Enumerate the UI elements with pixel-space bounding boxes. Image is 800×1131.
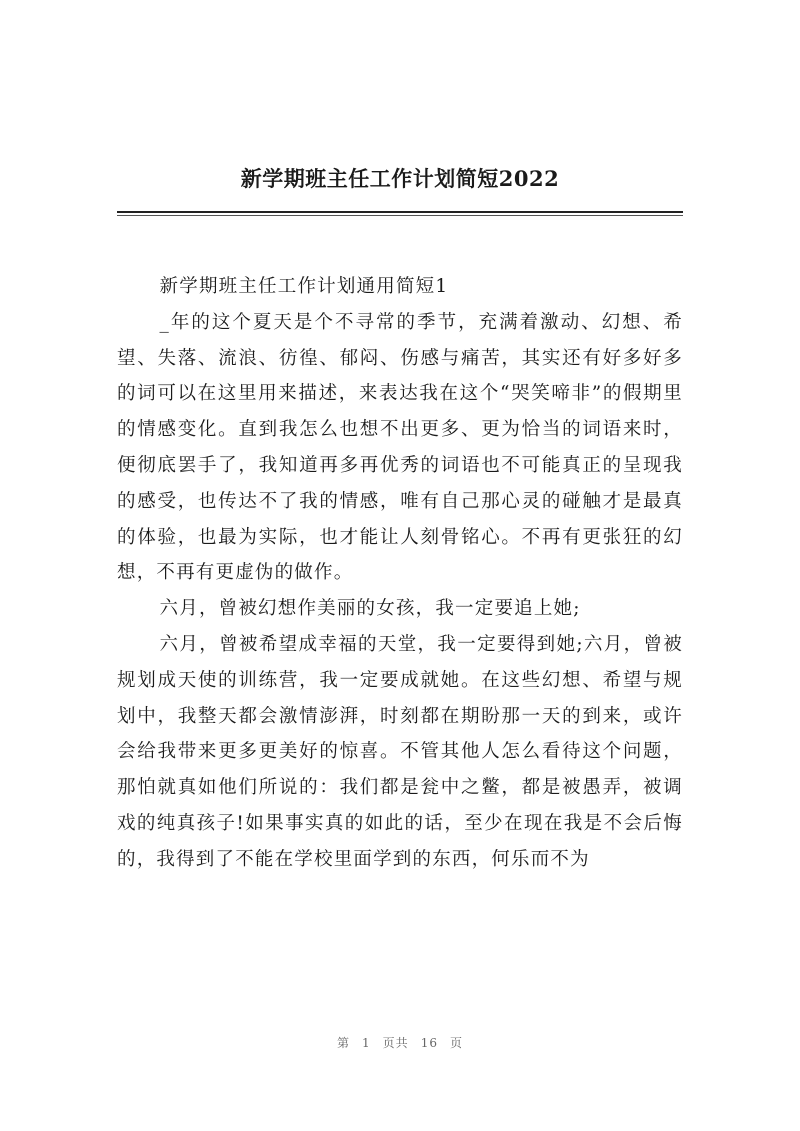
- footer-prefix: 第: [337, 1036, 351, 1050]
- body-paragraph-2: 六月，曾被幻想作美丽的女孩，我一定要追上她;: [159, 598, 581, 620]
- document-title: 新学期班主任工作计划简短2022: [240, 166, 560, 191]
- body-paragraph-1: _年的这个夏天是个不寻常的季节，充满着激动、幻想、希望、失落、流浪、彷徨、郁闷、伤感与痛苦，其实还有好多好多的词可以在这里用来描述，来表达我在这个“哭笑啼非”的假期里的情感变化。直到我怎么也想不出更多、更为恰当的词语来时，便彻底罢手了，我知道再多再优秀的词语也不可能真正的呈现我的感受，也传达不了我的情感，唯有自己那心灵的碰触才是最真的体验，也最为实际，也才能让人刻骨铭心。不再有更张狂的幻想，不再有更虚伪的做作。: [117, 311, 683, 584]
- title-divider: [117, 211, 683, 213]
- footer-middle: 页共: [382, 1036, 409, 1050]
- title-divider-thin: [117, 215, 683, 216]
- body-paragraph-3: 六月，曾被希望成幸福的天堂，我一定要得到她;六月，曾被规划成天使的训练营，我一定要成就她。在这些幻想、希望与规划中，我整天都会激情澎湃，时刻都在期盼那一天的到来，或许会给我带来更多更美好的惊喜。不管其他人怎么看待这个问题，那怕就真如他们所说的：我们都是瓮中之鳖，都是被愚弄，被调戏的纯真孩子!如果事实真的如此的话，至少在现在我是不会后悔的，我得到了不能在学校里面学到的东西，何乐而不为: [117, 633, 683, 870]
- footer-suffix: 页: [449, 1036, 463, 1050]
- document-body: [117, 269, 683, 878]
- footer-page-number: 1: [362, 1036, 371, 1050]
- footer-total-pages: 16: [420, 1036, 438, 1050]
- section-heading: 新学期班主任工作计划通用简短1: [159, 276, 449, 297]
- page-footer: [0, 1034, 800, 1051]
